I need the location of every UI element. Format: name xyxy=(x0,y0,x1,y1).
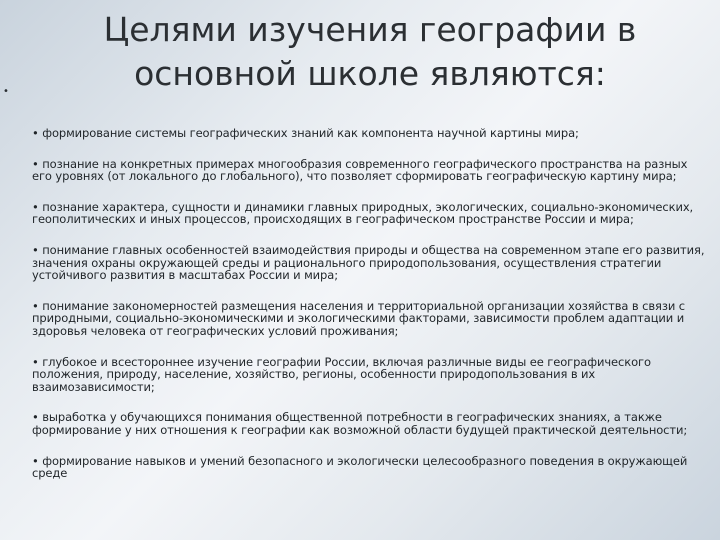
bullet-item: • выработка у обучающихся понимания общественной потребности в географических знаниях, а также формирование у них отношения к географии как возможной области будущей практической деятельности; xyxy=(32,410,688,437)
bullet-item: • понимание закономерностей размещения населения и территориальной организации хозяйства в связи с природными, социально-экономическими и экологическими факторами, зависимости проблем адаптации и здоровья человека от географических условий проживания; xyxy=(32,298,686,338)
bullet-item: • познание характера, сущности и динамики главных природных, экологических, социально-экономических, геополитических и иных процессов, происходящих в географическом пространстве России и мира; xyxy=(32,199,694,227)
title-bullet-marker: • xyxy=(3,86,9,97)
bullet-item: • формирование системы географических знаний как компонента научной картины мира; xyxy=(32,126,579,140)
bullet-item: • понимание главных особенностей взаимодействия природы и общества на современном этапе его развития, значения охраны окружающей среды и рационального природопользования, осуществления стратегии устойчивого развития в масштабах России и мира; xyxy=(32,242,705,283)
slide-title: Целями изучения географии в основной школе являются: xyxy=(103,10,637,93)
bullet-item: • познание на конкретных примерах многообразия современного географического пространства на разных его уровнях (от локального до глобального), что позволяет сформировать географическую картину мира; xyxy=(32,156,688,184)
bullet-item: • формирование навыков и умений безопасного и экологически целесообразного поведения в окружающей среде xyxy=(32,453,688,481)
bullet-item: • глубокое и всестороннее изучение географии России, включая различные виды ее географического положения, природу, население, хозяйство, регионы, особенности природопользования в их взаимозависимости; xyxy=(32,354,651,394)
bullet-list xyxy=(32,127,708,498)
